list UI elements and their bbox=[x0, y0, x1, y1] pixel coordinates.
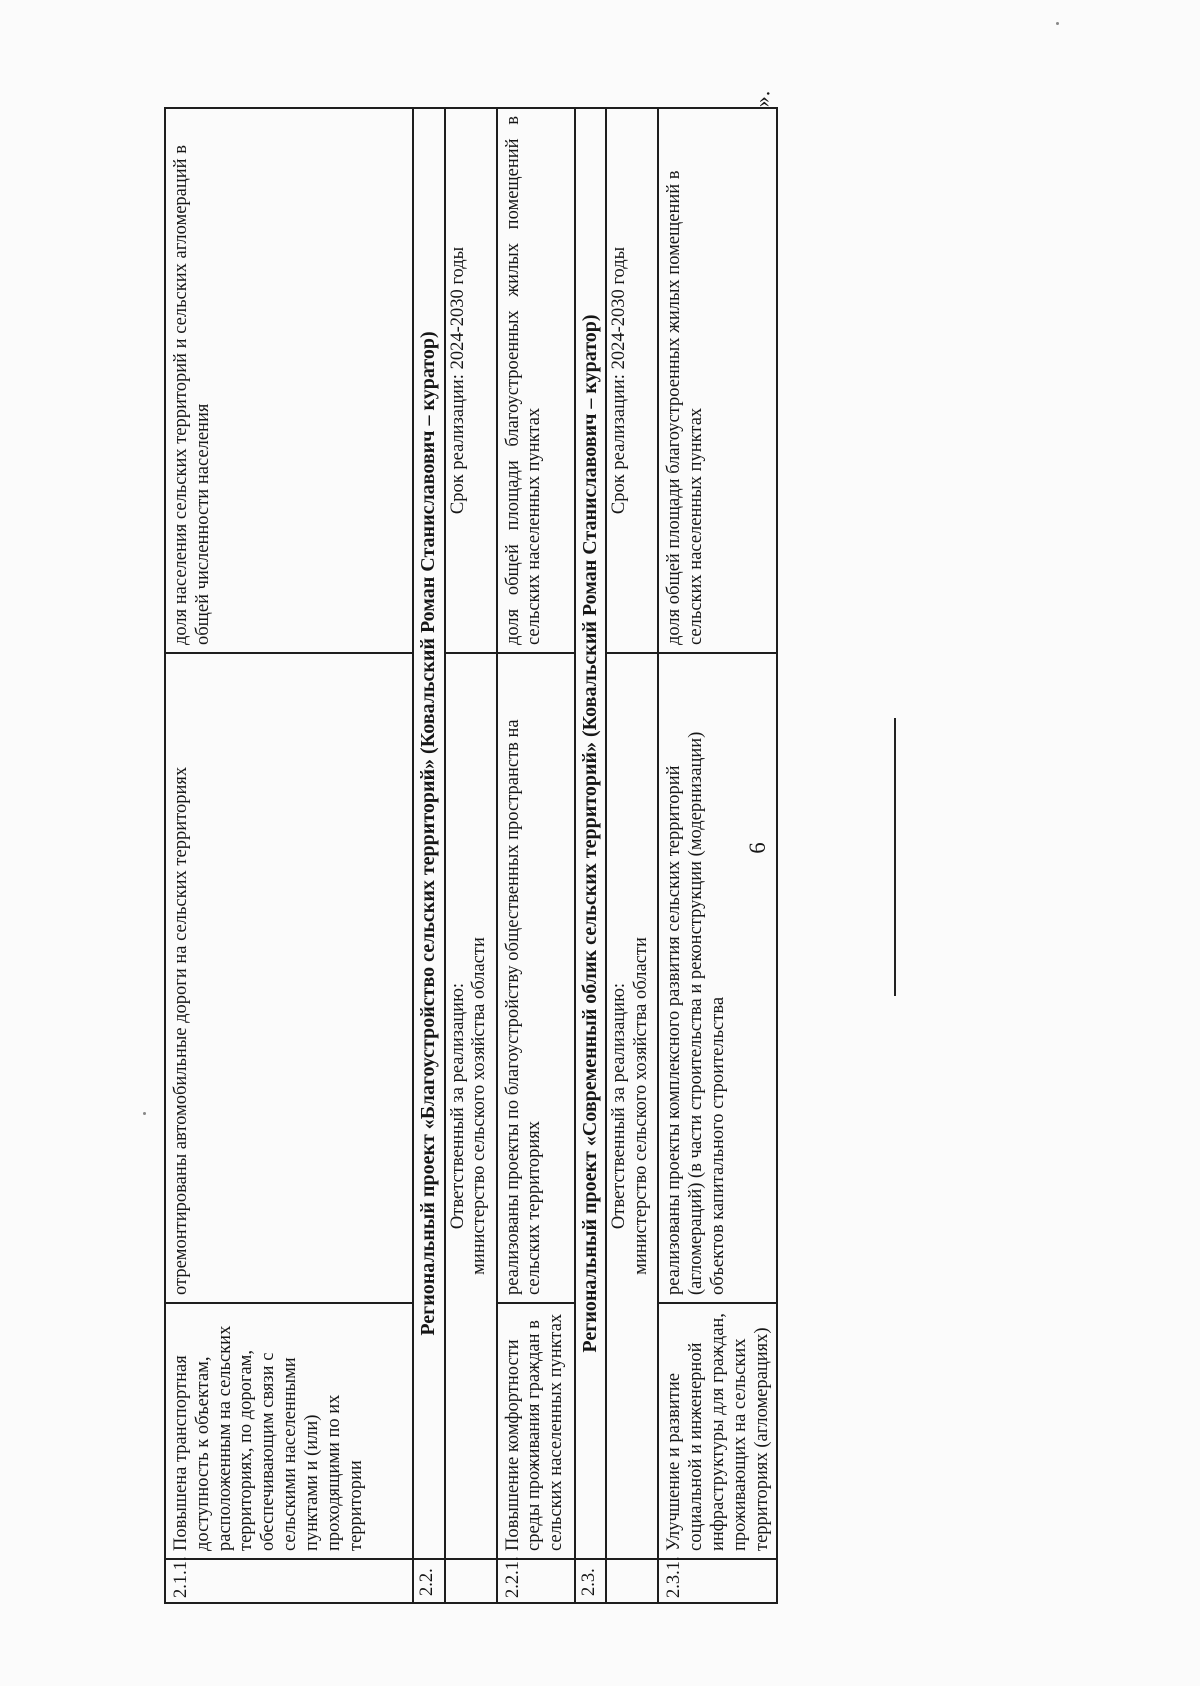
indicator-cell: доля общей площади благоустроенных жилых помещений в сельских населенных пунктах bbox=[658, 108, 777, 653]
term-cell: Срок реализации: 2024-2030 годы bbox=[606, 108, 658, 653]
result-cell: отремонтированы автомобильные дороги на сельских территориях bbox=[165, 653, 413, 1303]
task-cell: Улучшение и развитие социальной и инженерной инфраструктуры для граждан, проживающих на сельских территориях (агломерациях) bbox=[658, 1303, 777, 1559]
row-number: 2.3. bbox=[575, 1559, 607, 1603]
table-row bbox=[165, 108, 413, 1603]
project-title: Региональный проект «Современный облик сельских территорий» (Ковальский Роман Станиславович – куратор) bbox=[575, 108, 607, 1559]
project-meta-row bbox=[606, 108, 658, 1603]
row-number: 2.2.1. bbox=[497, 1559, 575, 1603]
row-number: 2.3.1. bbox=[658, 1559, 777, 1603]
responsible-cell bbox=[445, 653, 497, 1559]
page-number: 6 bbox=[744, 842, 770, 854]
table-row bbox=[497, 108, 575, 1603]
closing-mark: ». bbox=[749, 90, 775, 108]
responsible-cell bbox=[606, 653, 658, 1559]
closing-rule bbox=[894, 718, 896, 996]
responsible-label: Ответственный за реализацию: bbox=[447, 982, 468, 1230]
rotated-table-wrapper bbox=[164, 109, 774, 1604]
responsible-org: министерство сельского хозяйства области bbox=[469, 937, 490, 1275]
project-meta-row bbox=[445, 108, 497, 1603]
program-table bbox=[164, 107, 778, 1604]
indicator-cell: доля населения сельских территорий и сельских агломераций в общей численности населения bbox=[165, 108, 413, 653]
scan-speck bbox=[143, 1112, 146, 1115]
term-cell: Срок реализации: 2024-2030 годы bbox=[445, 108, 497, 653]
result-cell: реализованы проекты комплексного развития сельских территорий (агломераций) (в части строительства и реконструкции (модернизации) объектов капитального строительства bbox=[658, 653, 777, 1303]
empty-cell bbox=[606, 1559, 658, 1603]
responsible-label: Ответственный за реализацию: bbox=[609, 982, 630, 1230]
table-row bbox=[658, 108, 777, 1603]
responsible-org: министерство сельского хозяйства области bbox=[631, 937, 652, 1275]
empty-cell bbox=[445, 1559, 497, 1603]
row-number: 2.1.1. bbox=[165, 1559, 413, 1603]
result-cell: реализованы проекты по благоустройству общественных пространств на сельских территориях bbox=[497, 653, 575, 1303]
task-cell: Повышена транспортная доступность к объектам, расположенным на сельских территориях, по дорогам, обеспечивающим связи с сельскими населенными пунктами и (или) проходящими по их территории bbox=[165, 1303, 413, 1559]
task-cell: Повышение комфортности среды проживания граждан в сельских населенных пунктах bbox=[497, 1303, 575, 1559]
row-number: 2.2. bbox=[413, 1559, 445, 1603]
project-title: Региональный проект «Благоустройство сельских территорий» (Ковальский Роман Станиславович – куратор) bbox=[413, 108, 445, 1559]
project-header-row bbox=[575, 108, 607, 1603]
scan-speck bbox=[1056, 22, 1059, 25]
project-header-row bbox=[413, 108, 445, 1603]
indicator-cell: доля общей площади благоустроенных жилых помещений в сельских населенных пунктах bbox=[497, 108, 575, 653]
